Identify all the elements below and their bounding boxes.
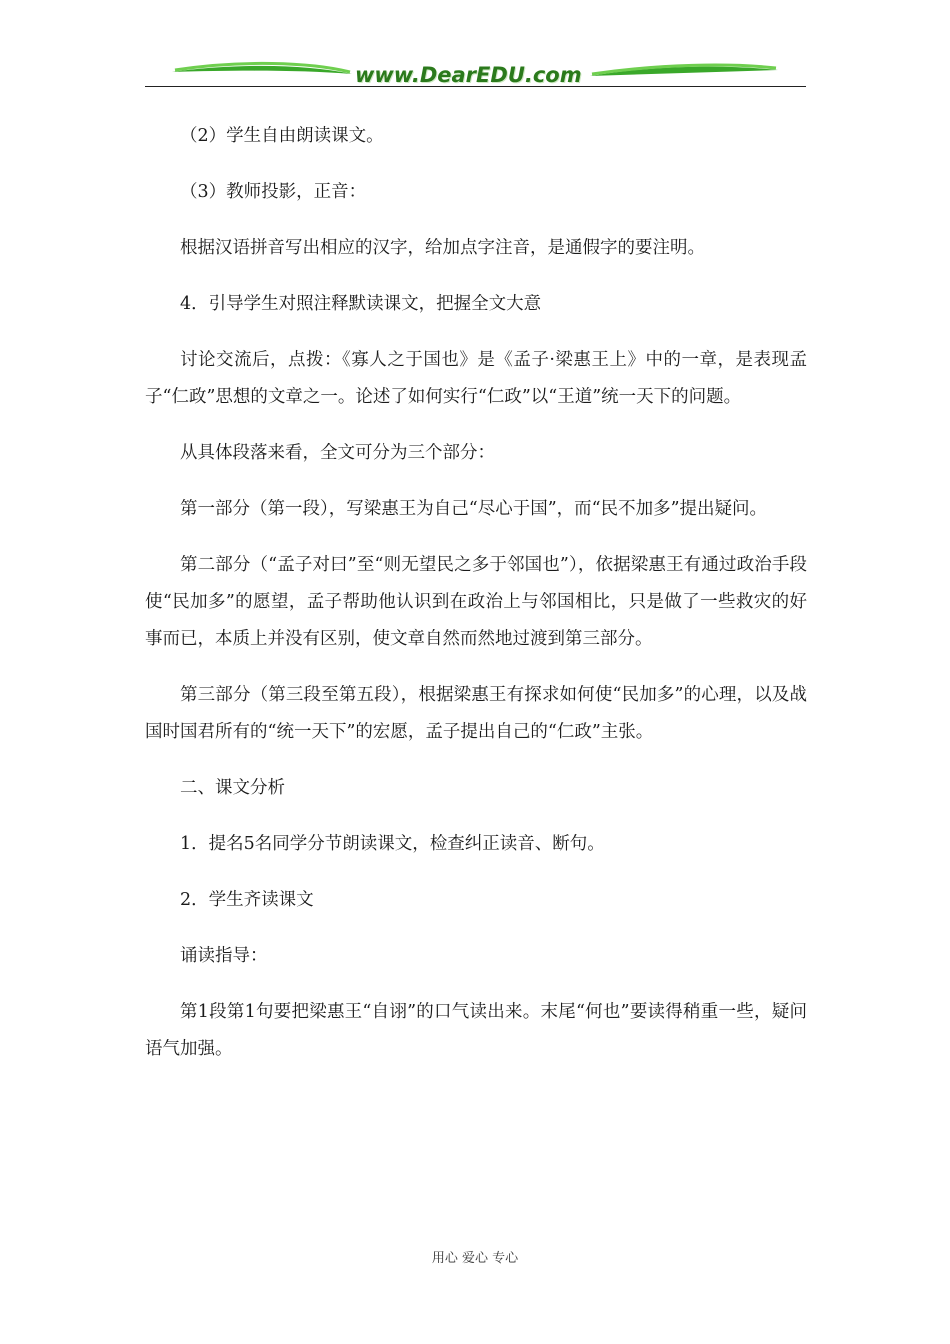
section-heading: 二、课文分析	[180, 778, 285, 798]
paragraph: 根据汉语拼音写出相应的汉字，给加点字注音，是通假字的要注明。	[180, 238, 705, 258]
header-rule	[145, 86, 806, 87]
page-header	[0, 0, 950, 95]
paragraph: 第二部分（“孟子对曰”至“则无望民之多于邻国也”），依据梁惠王有通过政治手段使“民加多”的愿望，孟子帮助他认识到在政治上与邻国相比，只是做了一些救灾的好事而已，本质上并没有区别，使文章自然而然地过渡到第三部分。	[145, 555, 807, 649]
paragraph: 2．学生齐读课文	[180, 890, 314, 910]
paragraph: （3）教师投影，正音：	[180, 182, 367, 202]
paragraph: （2）学生自由朗读课文。	[180, 126, 384, 146]
paragraph: 从具体段落来看，全文可分为三个部分：	[180, 443, 495, 463]
paragraph: 讨论交流后，点拨：《寡人之于国也》是《孟子·梁惠王上》中的一章，是表现孟子“仁政”思想的文章之一。论述了如何实行“仁政”以“王道”统一天下的问题。	[145, 350, 807, 407]
document-body	[145, 118, 807, 1087]
page-footer: 用心 爱心 专心	[431, 1251, 519, 1266]
paragraph: 第三部分（第三段至第五段），根据梁惠王有探求如何使“民加多”的心理，以及战国时国君所有的“统一天下”的宏愿，孟子提出自己的“仁政”主张。	[145, 685, 807, 742]
paragraph: 第一部分（第一段），写梁惠王为自己“尽心于国”，而“民不加多”提出疑问。	[180, 499, 768, 519]
brand-logo-text: www.DearEDU.com	[355, 63, 582, 87]
paragraph: 第1段第1句要把梁惠王“自诩”的口气读出来。末尾“何也”要读得稍重一些，疑问语气加强。	[145, 1002, 807, 1059]
paragraph: 4．引导学生对照注释默读课文，把握全文大意	[180, 294, 542, 314]
paragraph: 诵读指导：	[180, 946, 268, 966]
paragraph: 1．提名5名同学分节朗读课文，检查纠正读音、断句。	[180, 834, 605, 854]
